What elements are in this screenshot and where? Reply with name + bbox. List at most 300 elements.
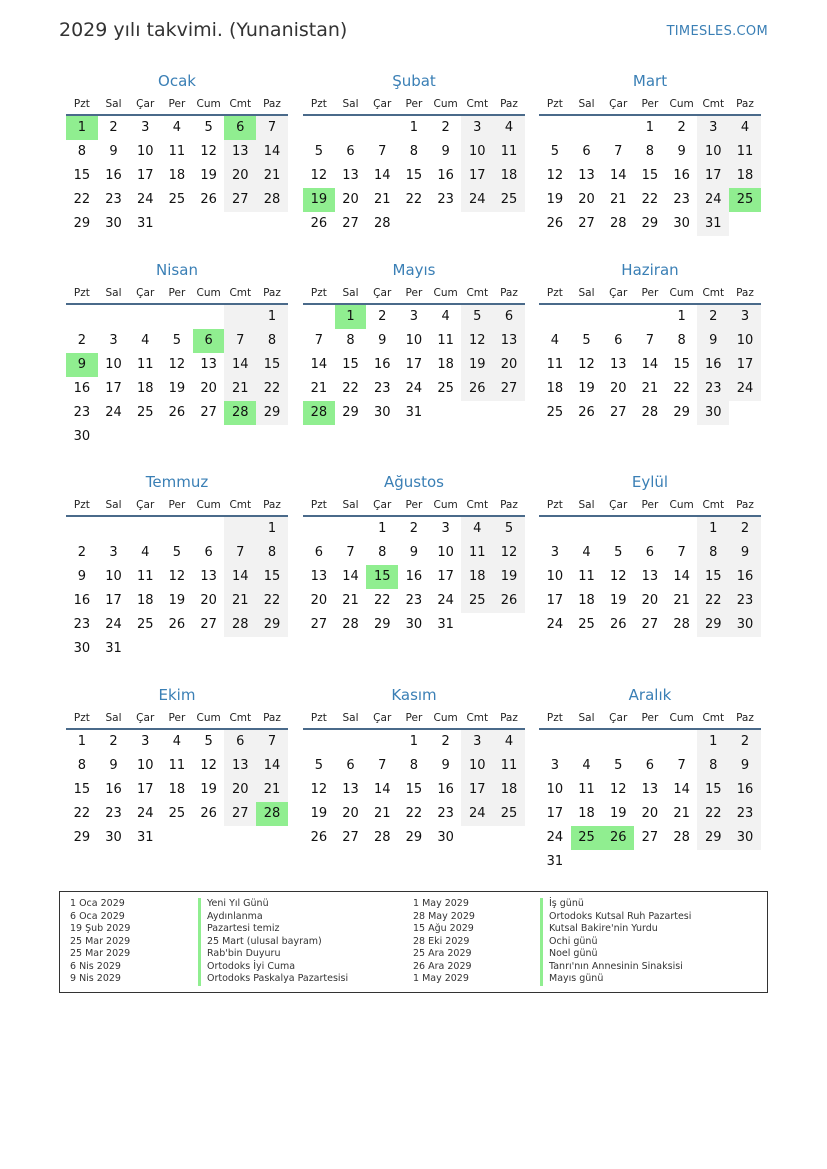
- legend-date: 1 Oca 2029: [70, 898, 125, 909]
- day-cell: 3: [441, 521, 450, 536]
- day-cell: 16: [729, 565, 761, 589]
- day-cell: 22: [256, 589, 288, 613]
- empty-cell: [66, 305, 98, 329]
- day-cell: 9: [378, 333, 387, 348]
- day-cell: 12: [310, 168, 328, 183]
- weekday-label: Per: [168, 499, 186, 511]
- day-cell: 8: [697, 754, 729, 778]
- weekday-label: Pzt: [73, 287, 90, 299]
- day-cell: 11: [437, 333, 454, 348]
- day-cell: 10: [461, 140, 493, 164]
- empty-cell: [193, 517, 225, 541]
- day-cell: 7: [224, 329, 256, 353]
- day-cell: 17: [697, 164, 729, 188]
- weekday-header: [66, 706, 288, 730]
- weekday-header: [539, 493, 761, 517]
- day-cell: 17: [405, 357, 423, 372]
- day-cell: 5: [550, 144, 559, 159]
- day-cell: 5: [493, 517, 525, 541]
- day-cell: 18: [168, 168, 186, 183]
- legend-holiday-name: Tanrı'nın Annesinin Sinaksisi: [540, 961, 691, 974]
- day-cell: 14: [609, 168, 627, 183]
- day-cell: 2: [441, 734, 450, 749]
- weekday-label: Cum: [669, 499, 694, 511]
- weekday-label: Paz: [500, 98, 518, 110]
- weekday-header: [539, 706, 761, 730]
- day-cell: 13: [493, 329, 525, 353]
- weekday-label: Per: [641, 499, 659, 511]
- legend-holiday-name: Ochi günü: [540, 936, 691, 949]
- day-cell: 12: [546, 168, 564, 183]
- legend-right-names: [540, 898, 691, 986]
- weekday-label: Sal: [578, 712, 595, 724]
- day-cell: 9: [729, 541, 761, 565]
- day-cell: 19: [200, 782, 217, 797]
- weekday-label: Sal: [105, 287, 122, 299]
- day-cell: 23: [729, 802, 761, 826]
- day-cell: 8: [677, 333, 686, 348]
- day-cell: 6: [645, 758, 655, 773]
- weekday-header: [66, 92, 288, 116]
- day-cell: 10: [405, 333, 423, 348]
- day-cell: 16: [729, 778, 761, 802]
- day-cell: 19: [461, 353, 493, 377]
- day-cell: 28: [609, 216, 627, 231]
- day-cell: 29: [73, 830, 91, 845]
- day-cell: 22: [697, 589, 729, 613]
- weekday-label: Per: [641, 287, 659, 299]
- day-cell: 2: [109, 120, 118, 135]
- day-cell: 30: [73, 641, 91, 656]
- day-cell: 5: [314, 144, 323, 159]
- day-cell: 28: [224, 613, 256, 637]
- day-cell: 25: [168, 806, 186, 821]
- empty-cell: [303, 116, 335, 140]
- weekday-label: Pzt: [310, 98, 327, 110]
- day-grid: [66, 517, 288, 661]
- day-cell: 10: [697, 140, 729, 164]
- day-cell: 23: [73, 617, 91, 632]
- page-title: 2029 yılı takvimi. (Yunanistan): [59, 19, 348, 41]
- weekday-label: Cmt: [702, 712, 725, 724]
- day-cell: 6: [582, 144, 591, 159]
- day-cell: 21: [256, 778, 288, 802]
- day-cell: 26: [310, 216, 328, 231]
- weekday-label: Per: [405, 499, 423, 511]
- day-cell: 22: [342, 381, 359, 396]
- day-cell: 1: [697, 517, 729, 541]
- brand-link[interactable]: TIMESLES.COM: [666, 24, 768, 39]
- day-cell: 13: [310, 569, 328, 584]
- day-cell: 24: [437, 593, 454, 608]
- day-cell: 30: [373, 405, 391, 420]
- weekday-label: Sal: [578, 499, 595, 511]
- day-cell: 13: [342, 782, 359, 797]
- empty-cell: [539, 517, 571, 541]
- holiday-day-cell: 1: [335, 305, 367, 329]
- weekday-label: Çar: [373, 287, 392, 299]
- day-cell: 4: [461, 517, 493, 541]
- day-cell: 27: [310, 617, 328, 632]
- empty-cell: [335, 116, 367, 140]
- empty-cell: [571, 305, 603, 329]
- day-cell: 29: [673, 405, 690, 420]
- day-cell: 21: [673, 806, 690, 821]
- day-cell: 24: [461, 188, 493, 212]
- day-cell: 12: [168, 569, 186, 584]
- day-grid: [303, 517, 525, 637]
- weekday-header: [539, 281, 761, 305]
- day-cell: 27: [578, 216, 595, 231]
- day-cell: 5: [172, 545, 182, 560]
- legend-holiday-name: Pazartesi temiz: [198, 923, 348, 936]
- weekday-label: Per: [168, 98, 186, 110]
- day-cell: 13: [641, 569, 659, 584]
- holiday-day-cell: 28: [303, 401, 335, 425]
- weekday-label: Cum: [196, 98, 221, 110]
- day-cell: 17: [461, 778, 493, 802]
- day-cell: 4: [441, 309, 450, 324]
- empty-cell: [98, 305, 130, 329]
- day-cell: 7: [314, 333, 323, 348]
- day-cell: 18: [546, 381, 564, 396]
- weekday-label: Pzt: [310, 287, 327, 299]
- empty-cell: [129, 305, 161, 329]
- legend-holiday-name: 25 Mart (ulusal bayram): [198, 936, 348, 949]
- empty-cell: [539, 305, 571, 329]
- day-cell: 1: [256, 305, 288, 329]
- day-cell: 24: [136, 806, 154, 821]
- day-cell: 20: [310, 593, 328, 608]
- legend-date: 15 Ağu 2029: [413, 923, 474, 934]
- day-cell: 18: [578, 593, 595, 608]
- day-cell: 16: [437, 168, 454, 183]
- empty-cell: [303, 730, 335, 754]
- empty-cell: [602, 116, 634, 140]
- day-cell: 3: [729, 305, 761, 329]
- day-cell: 17: [136, 168, 154, 183]
- day-cell: 23: [105, 806, 122, 821]
- day-cell: 18: [136, 381, 154, 396]
- day-cell: 4: [141, 333, 150, 348]
- empty-cell: [666, 730, 698, 754]
- day-cell: 22: [256, 377, 288, 401]
- day-cell: 30: [729, 826, 761, 850]
- weekday-label: Paz: [263, 499, 281, 511]
- weekday-header: [539, 92, 761, 116]
- day-cell: 1: [409, 734, 419, 749]
- day-cell: 21: [373, 806, 391, 821]
- day-cell: 20: [200, 593, 217, 608]
- holiday-legend: [59, 891, 768, 993]
- day-cell: 20: [224, 778, 256, 802]
- day-cell: 17: [105, 593, 122, 608]
- day-cell: 29: [697, 826, 729, 850]
- legend-date: 1 May 2029: [413, 973, 469, 984]
- month-name: Temmuz: [145, 473, 209, 491]
- day-cell: 10: [105, 357, 122, 372]
- empty-cell: [161, 305, 193, 329]
- weekday-label: Per: [641, 98, 659, 110]
- day-cell: 26: [578, 405, 595, 420]
- day-cell: 27: [641, 617, 659, 632]
- day-cell: 6: [346, 144, 355, 159]
- weekday-label: Sal: [105, 712, 122, 724]
- day-cell: 29: [256, 613, 288, 637]
- day-cell: 29: [342, 405, 359, 420]
- weekday-label: Sal: [105, 98, 122, 110]
- legend-holiday-name: Ortodoks İyi Cuma: [198, 961, 348, 974]
- empty-cell: [602, 517, 634, 541]
- legend-holiday-name: Noel günü: [540, 948, 691, 961]
- day-cell: 28: [373, 216, 391, 231]
- day-cell: 2: [378, 309, 387, 324]
- day-cell: 18: [437, 357, 454, 372]
- day-grid: [539, 116, 761, 236]
- day-cell: 15: [73, 782, 91, 797]
- month-name: Şubat: [392, 72, 436, 90]
- month-name: Kasım: [391, 686, 437, 704]
- day-cell: 20: [609, 381, 627, 396]
- day-cell: 11: [546, 357, 564, 372]
- day-cell: 17: [546, 806, 564, 821]
- day-cell: 13: [641, 782, 659, 797]
- month-name: Ekim: [158, 686, 196, 704]
- legend-holiday-name: Ortodoks Kutsal Ruh Pazartesi: [540, 911, 691, 924]
- weekday-label: Pzt: [546, 287, 563, 299]
- weekday-label: Pzt: [73, 499, 90, 511]
- day-cell: 12: [609, 569, 627, 584]
- day-cell: 19: [200, 168, 217, 183]
- weekday-label: Paz: [263, 712, 281, 724]
- day-cell: 23: [373, 381, 391, 396]
- day-cell: 12: [578, 357, 595, 372]
- month-name: Eylül: [631, 473, 669, 491]
- legend-date: 26 Ara 2029: [413, 960, 472, 972]
- month-block: [303, 684, 525, 850]
- day-cell: 8: [77, 758, 86, 773]
- day-cell: 7: [645, 333, 655, 348]
- weekday-label: Per: [168, 287, 186, 299]
- weekday-label: Paz: [736, 98, 754, 110]
- day-cell: 29: [373, 617, 391, 632]
- day-cell: 19: [168, 593, 186, 608]
- day-cell: 23: [437, 806, 454, 821]
- day-cell: 4: [729, 116, 761, 140]
- day-cell: 19: [609, 593, 627, 608]
- day-cell: 19: [168, 381, 186, 396]
- holiday-day-cell: 26: [602, 826, 634, 850]
- holiday-day-cell: 9: [66, 353, 98, 377]
- empty-cell: [602, 730, 634, 754]
- legend-date: 25 Mar 2029: [70, 935, 131, 947]
- month-block: [539, 259, 761, 425]
- day-cell: 19: [546, 192, 564, 207]
- weekday-label: Paz: [500, 287, 518, 299]
- day-cell: 16: [673, 168, 690, 183]
- day-cell: 9: [109, 144, 118, 159]
- day-cell: 5: [582, 333, 591, 348]
- weekday-label: Cum: [433, 499, 458, 511]
- day-cell: 3: [141, 120, 150, 135]
- legend-left-names: [198, 898, 348, 986]
- day-cell: 5: [204, 120, 213, 135]
- day-cell: 3: [141, 734, 150, 749]
- day-cell: 9: [109, 758, 118, 773]
- day-cell: 4: [550, 333, 559, 348]
- day-cell: 8: [697, 541, 729, 565]
- weekday-label: Cmt: [702, 287, 725, 299]
- day-cell: 26: [546, 216, 564, 231]
- weekday-label: Sal: [342, 287, 359, 299]
- weekday-label: Paz: [736, 499, 754, 511]
- day-cell: 20: [224, 164, 256, 188]
- day-cell: 12: [310, 782, 328, 797]
- legend-holiday-name: Mayıs günü: [540, 973, 691, 986]
- day-cell: 19: [609, 806, 627, 821]
- day-cell: 25: [493, 188, 525, 212]
- day-cell: 11: [168, 758, 186, 773]
- month-block: [303, 70, 525, 236]
- day-cell: 9: [697, 329, 729, 353]
- weekday-label: Cmt: [229, 98, 252, 110]
- day-cell: 11: [578, 782, 595, 797]
- day-cell: 6: [204, 545, 213, 560]
- day-cell: 22: [697, 802, 729, 826]
- empty-cell: [335, 730, 367, 754]
- day-cell: 7: [677, 758, 686, 773]
- empty-cell: [571, 730, 603, 754]
- holiday-day-cell: 25: [729, 188, 761, 212]
- day-cell: 14: [641, 357, 659, 372]
- day-cell: 20: [641, 593, 659, 608]
- month-block: [66, 259, 288, 449]
- day-cell: 2: [441, 120, 450, 135]
- day-cell: 17: [105, 381, 122, 396]
- day-cell: 1: [409, 120, 419, 135]
- day-cell: 30: [697, 401, 729, 425]
- weekday-label: Çar: [136, 499, 155, 511]
- weekday-label: Çar: [373, 712, 392, 724]
- day-cell: 27: [342, 216, 359, 231]
- day-cell: 29: [641, 216, 659, 231]
- day-cell: 18: [729, 164, 761, 188]
- day-cell: 22: [405, 806, 423, 821]
- weekday-label: Cum: [196, 712, 221, 724]
- day-grid: [303, 730, 525, 850]
- day-cell: 17: [461, 164, 493, 188]
- day-cell: 2: [77, 333, 86, 348]
- day-cell: 5: [614, 758, 623, 773]
- day-cell: 19: [578, 381, 595, 396]
- day-cell: 27: [493, 377, 525, 401]
- day-cell: 22: [673, 381, 690, 396]
- weekday-label: Cmt: [466, 98, 489, 110]
- day-cell: 14: [224, 353, 256, 377]
- day-cell: 16: [73, 593, 91, 608]
- day-cell: 27: [342, 830, 359, 845]
- weekday-label: Pzt: [73, 712, 90, 724]
- day-cell: 15: [73, 168, 91, 183]
- weekday-label: Pzt: [546, 98, 563, 110]
- day-cell: 11: [493, 140, 525, 164]
- day-cell: 14: [342, 569, 359, 584]
- day-cell: 14: [310, 357, 328, 372]
- day-cell: 2: [77, 545, 86, 560]
- holiday-day-cell: 28: [224, 401, 256, 425]
- day-cell: 24: [136, 192, 154, 207]
- month-block: [539, 70, 761, 236]
- day-cell: 6: [314, 545, 323, 560]
- day-cell: 5: [614, 545, 623, 560]
- day-cell: 12: [493, 541, 525, 565]
- day-cell: 14: [224, 565, 256, 589]
- weekday-label: Cum: [669, 287, 694, 299]
- day-cell: 8: [256, 541, 288, 565]
- day-cell: 21: [673, 593, 690, 608]
- weekday-label: Çar: [609, 712, 628, 724]
- day-cell: 6: [614, 333, 623, 348]
- month-block: [66, 684, 288, 850]
- day-cell: 14: [673, 569, 690, 584]
- day-cell: 29: [697, 613, 729, 637]
- day-cell: 21: [641, 381, 659, 396]
- weekday-label: Cum: [196, 287, 221, 299]
- day-cell: 26: [200, 806, 217, 821]
- day-cell: 8: [256, 329, 288, 353]
- weekday-label: Cmt: [466, 499, 489, 511]
- day-cell: 22: [641, 192, 659, 207]
- weekday-label: Cum: [669, 98, 694, 110]
- month-name: Aralık: [628, 686, 672, 704]
- day-cell: 27: [224, 188, 256, 212]
- day-cell: 25: [168, 192, 186, 207]
- day-cell: 5: [204, 734, 213, 749]
- legend-holiday-name: Kutsal Bakire'nin Yurdu: [540, 923, 691, 936]
- day-cell: 21: [310, 381, 328, 396]
- weekday-header: [303, 92, 525, 116]
- day-cell: 25: [437, 381, 454, 396]
- day-cell: 26: [493, 589, 525, 613]
- day-cell: 26: [168, 617, 186, 632]
- day-cell: 8: [409, 144, 419, 159]
- empty-cell: [634, 517, 666, 541]
- day-cell: 8: [409, 758, 419, 773]
- day-cell: 15: [342, 357, 359, 372]
- legend-holiday-name: Rab'bin Duyuru: [198, 948, 348, 961]
- day-cell: 26: [461, 377, 493, 401]
- empty-cell: [539, 730, 571, 754]
- day-cell: 13: [342, 168, 359, 183]
- day-cell: 22: [73, 192, 91, 207]
- holiday-day-cell: 28: [256, 802, 288, 826]
- legend-date: 28 May 2029: [413, 910, 475, 922]
- day-cell: 21: [373, 192, 391, 207]
- empty-cell: [335, 517, 367, 541]
- day-cell: 20: [578, 192, 595, 207]
- legend-date: 19 Şub 2029: [70, 923, 131, 934]
- empty-cell: [98, 517, 130, 541]
- day-cell: 31: [697, 212, 729, 236]
- day-grid: [303, 305, 525, 425]
- day-cell: 20: [493, 353, 525, 377]
- holiday-day-cell: 6: [224, 116, 256, 140]
- day-cell: 30: [405, 617, 423, 632]
- day-cell: 1: [677, 309, 686, 324]
- weekday-label: Pzt: [310, 499, 327, 511]
- day-cell: 12: [461, 329, 493, 353]
- day-cell: 14: [256, 754, 288, 778]
